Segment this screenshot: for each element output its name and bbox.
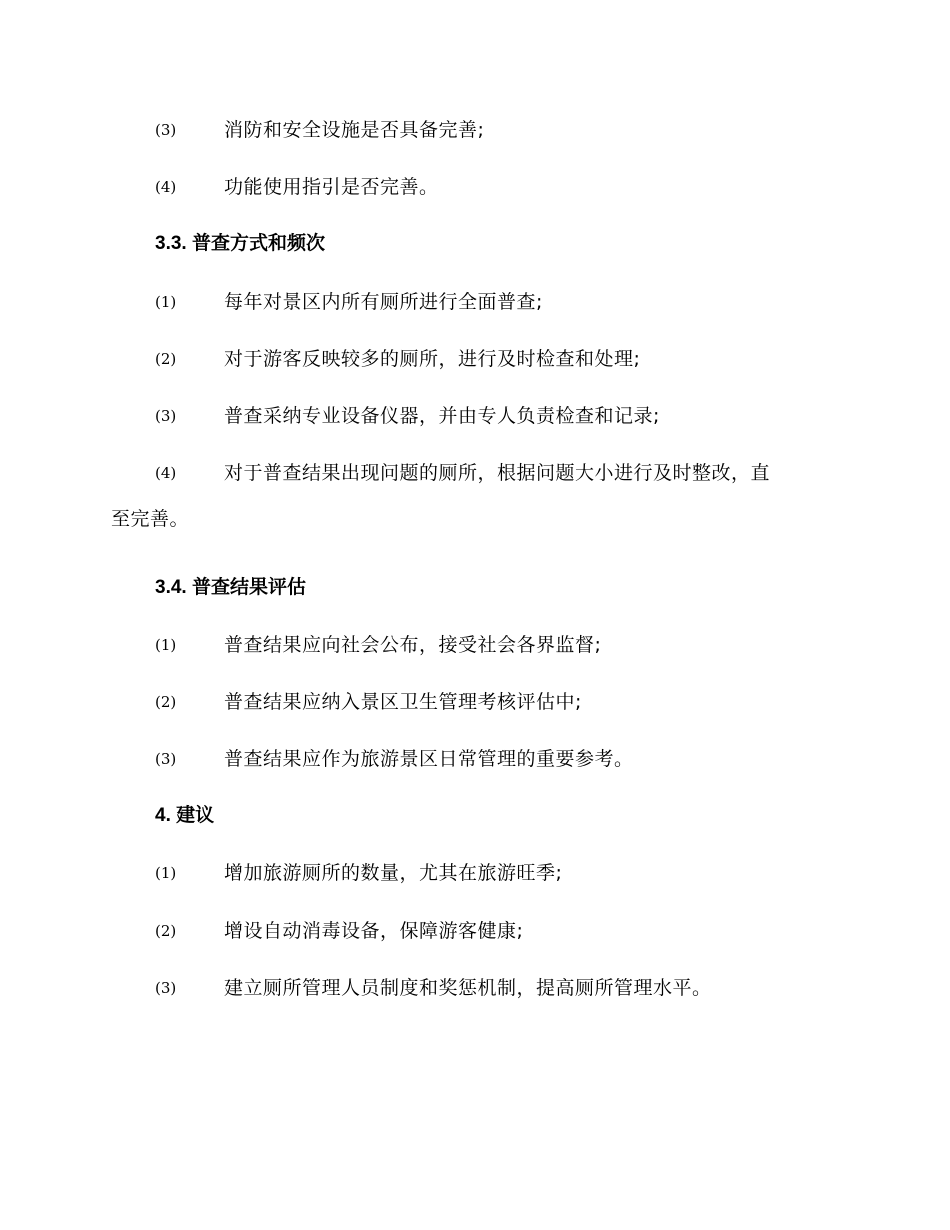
list-item-text: 普查结果应纳入景区卫生管理考核评估中;: [224, 690, 582, 713]
list-item: [0, 171, 950, 228]
list-marker: (3): [155, 978, 177, 997]
list-item: [0, 286, 950, 343]
section-heading: [0, 228, 950, 285]
list-item-text: 对于游客反映较多的厕所，进行及时检查和处理;: [224, 347, 641, 370]
list-marker: (2): [155, 349, 177, 368]
list-item-text: 普查结果应作为旅游景区日常管理的重要参考。: [224, 748, 634, 771]
list-marker: (4): [155, 464, 177, 483]
list-item-text: 普查结果应向社会公布，接受社会各界监督;: [224, 633, 602, 656]
list-marker: (1): [155, 864, 177, 883]
list-marker: (2): [155, 692, 177, 711]
list-marker: (3): [155, 750, 177, 769]
section-heading-text: 3.4. 普查结果评估: [155, 576, 306, 598]
list-item: [0, 114, 950, 171]
list-marker: (1): [155, 635, 177, 654]
list-item: [0, 915, 950, 972]
list-item-text: 增设自动消毒设备，保障游客健康;: [224, 919, 524, 942]
list-item-text: 消防和安全设施是否具备完善;: [224, 119, 485, 141]
section-heading-text: 4. 建议: [155, 805, 215, 827]
section-heading: [0, 800, 950, 857]
list-item-text: 功能使用指引是否完善。: [224, 176, 439, 199]
list-item-text: 每年对景区内所有厕所进行全面普查;: [224, 290, 543, 313]
list-item: [0, 629, 950, 686]
list-item: [0, 857, 950, 914]
list-item: [0, 400, 950, 457]
list-item-text: 增加旅游厕所的数量，尤其在旅游旺季;: [224, 862, 563, 885]
list-item: [0, 686, 950, 743]
list-item-text: 建立厕所管理人员制度和奖惩机制，提高厕所管理水平。: [224, 976, 712, 999]
section-heading-text: 3.3. 普查方式和频次: [155, 233, 325, 255]
list-item: [0, 457, 950, 571]
list-item-text: 对于普查结果出现问题的厕所，根据问题大小进行及时整改，直: [224, 462, 771, 485]
list-marker: (4): [155, 178, 177, 197]
list-marker: (2): [155, 921, 177, 940]
list-item: [0, 743, 950, 800]
list-marker: (3): [155, 121, 177, 139]
list-item: [0, 343, 950, 400]
list-item-text: 普查采纳专业设备仪器，并由专人负责检查和记录;: [224, 404, 660, 427]
list-marker: (1): [155, 292, 177, 311]
section-heading: [0, 572, 950, 629]
list-item: [0, 972, 950, 1029]
list-item-continuation: 至完善。: [111, 508, 190, 531]
list-marker: (3): [155, 406, 177, 425]
